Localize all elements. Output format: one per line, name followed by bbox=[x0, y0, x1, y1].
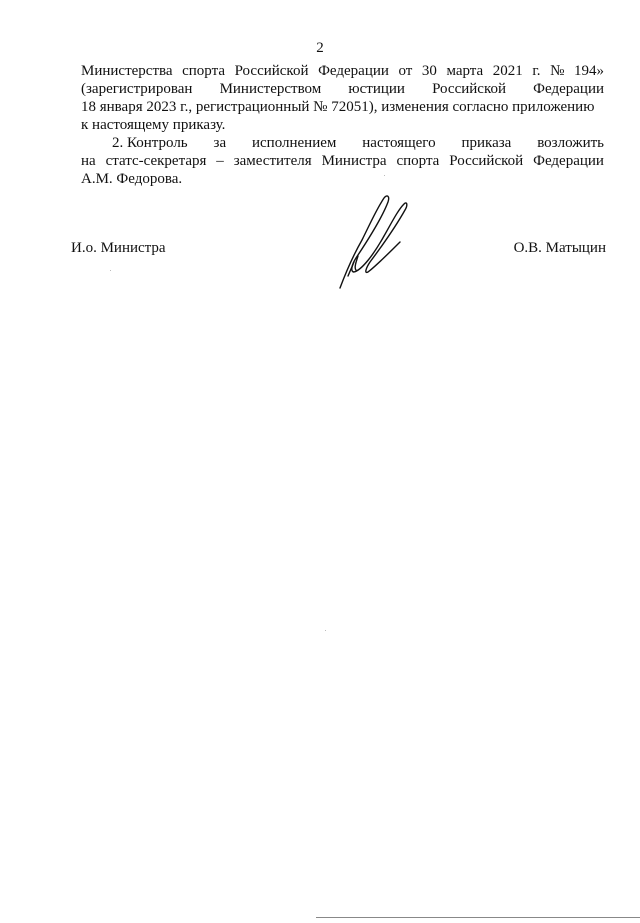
text-line bbox=[81, 62, 604, 80]
text-word: настоящего bbox=[362, 135, 436, 151]
page-number: 2 bbox=[316, 40, 324, 56]
text-word: приказа bbox=[461, 135, 512, 151]
text-line bbox=[81, 116, 604, 134]
text-line bbox=[81, 170, 604, 188]
text-word: 2. Контроль bbox=[112, 135, 188, 151]
text-word: Министра bbox=[321, 153, 387, 169]
text-word: марта bbox=[446, 63, 484, 79]
text-word: № bbox=[550, 63, 565, 79]
scan-speck bbox=[325, 630, 326, 631]
text-word: статс-секретаря bbox=[105, 153, 207, 169]
text-word: возложить bbox=[537, 135, 604, 151]
text-word: от bbox=[398, 63, 413, 79]
text-word: А.М. Федорова. bbox=[81, 171, 183, 187]
text-word: Министерства bbox=[81, 63, 173, 79]
text-word: юстиции bbox=[348, 81, 405, 97]
text-word: – bbox=[216, 153, 224, 169]
text-word: Федерации bbox=[318, 63, 389, 79]
text-word: на bbox=[81, 153, 96, 169]
document-body bbox=[81, 62, 604, 188]
scan-speck bbox=[110, 270, 111, 271]
text-line bbox=[81, 98, 604, 116]
scan-edge-line bbox=[316, 917, 640, 918]
text-word: Российской bbox=[449, 153, 524, 169]
text-word: спорта bbox=[396, 153, 440, 169]
text-line bbox=[81, 152, 604, 170]
text-line bbox=[81, 80, 604, 98]
text-word: г. bbox=[532, 63, 541, 79]
text-word: спорта bbox=[182, 63, 225, 79]
scan-speck bbox=[384, 175, 385, 176]
paragraph-2 bbox=[81, 134, 604, 188]
text-word: Российской bbox=[234, 63, 309, 79]
text-line bbox=[81, 134, 604, 152]
signatory-name: О.В. Матыцин bbox=[513, 240, 606, 256]
signature-row bbox=[71, 240, 606, 257]
text-word: за bbox=[213, 135, 227, 151]
text-word: 2021 bbox=[492, 63, 523, 79]
text-word: Российской bbox=[432, 81, 507, 97]
text-word: Федерации bbox=[533, 153, 604, 169]
position-title: И.о. Министра bbox=[71, 240, 166, 256]
text-word: заместителя bbox=[233, 153, 312, 169]
text-word: исполнением bbox=[252, 135, 337, 151]
text-word: 194» bbox=[573, 63, 604, 79]
paragraph-1 bbox=[81, 62, 604, 134]
text-word: Федерации bbox=[533, 81, 604, 97]
text-word: 30 bbox=[421, 63, 437, 79]
text-word: 18 января 2023 г., регистрационный № 72051), изменения согласно приложению bbox=[81, 99, 595, 115]
text-word: (зарегистрирован bbox=[81, 81, 193, 97]
text-word: Министерством bbox=[219, 81, 322, 97]
text-word: к настоящему приказу. bbox=[81, 117, 226, 133]
